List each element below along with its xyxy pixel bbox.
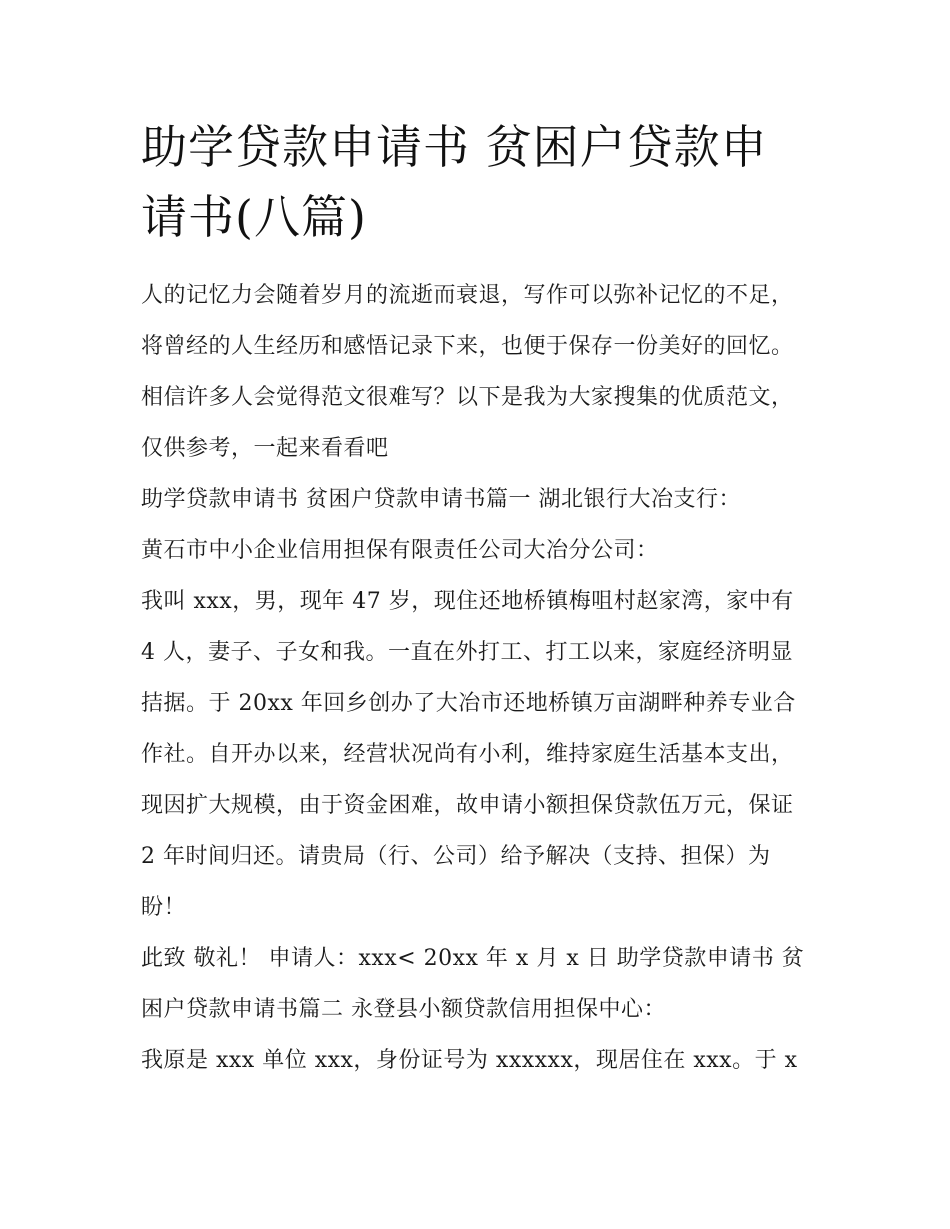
intro-paragraph: 人的记忆力会随着岁月的流逝而衰退，写作可以弥补记忆的不足，将曾经的人生经历和感悟记录下来，也便于保存一份美好的回忆。相信许多人会觉得范文很难写？以下是我为大家搜集的优质范文，仅供参考，一起来看看吧	[141, 283, 794, 461]
section-one-heading: 助学贷款申请书 贫困户贷款申请书篇一 湖北银行大冶支行：	[141, 487, 741, 512]
addressee-line: 黄石市中小企业信用担保有限责任公司大冶分公司：	[141, 538, 659, 563]
document-content	[141, 112, 813, 1086]
application-body-paragraph: 我叫 xxx，男，现年 47 岁，现住还地桥镇梅咀村赵家湾，家中有 4 人，妻子、子女和我。一直在外打工、打工以来，家庭经济明显拮据。于 20xx 年回乡创办了大冶市还地桥镇万亩湖畔种养专业合作社。自开办以来，经营状况尚有小利，维持家庭生活基本支出，现因扩大规模，由于资金困难，故申请小额担保贷款伍万元，保证 2 年时间归还。请贵局（行、公司）给予解决（支持、担保）为盼！	[141, 589, 796, 920]
document-title: 助学贷款申请书 贫困户贷款申请书(八篇)	[141, 120, 768, 244]
closing-and-section-two-heading: 此致 敬礼！ 申请人：xxx< 20xx 年 x 月 x 日 助学贷款申请书 贫困户贷款申请书篇二 永登县小额贷款信用担保中心：	[141, 946, 805, 1022]
section-two-body-paragraph: 我原是 xxx 单位 xxx，身份证号为 xxxxxx，现居住在 xxx。于 x	[141, 1048, 798, 1073]
document-body	[141, 270, 813, 1086]
